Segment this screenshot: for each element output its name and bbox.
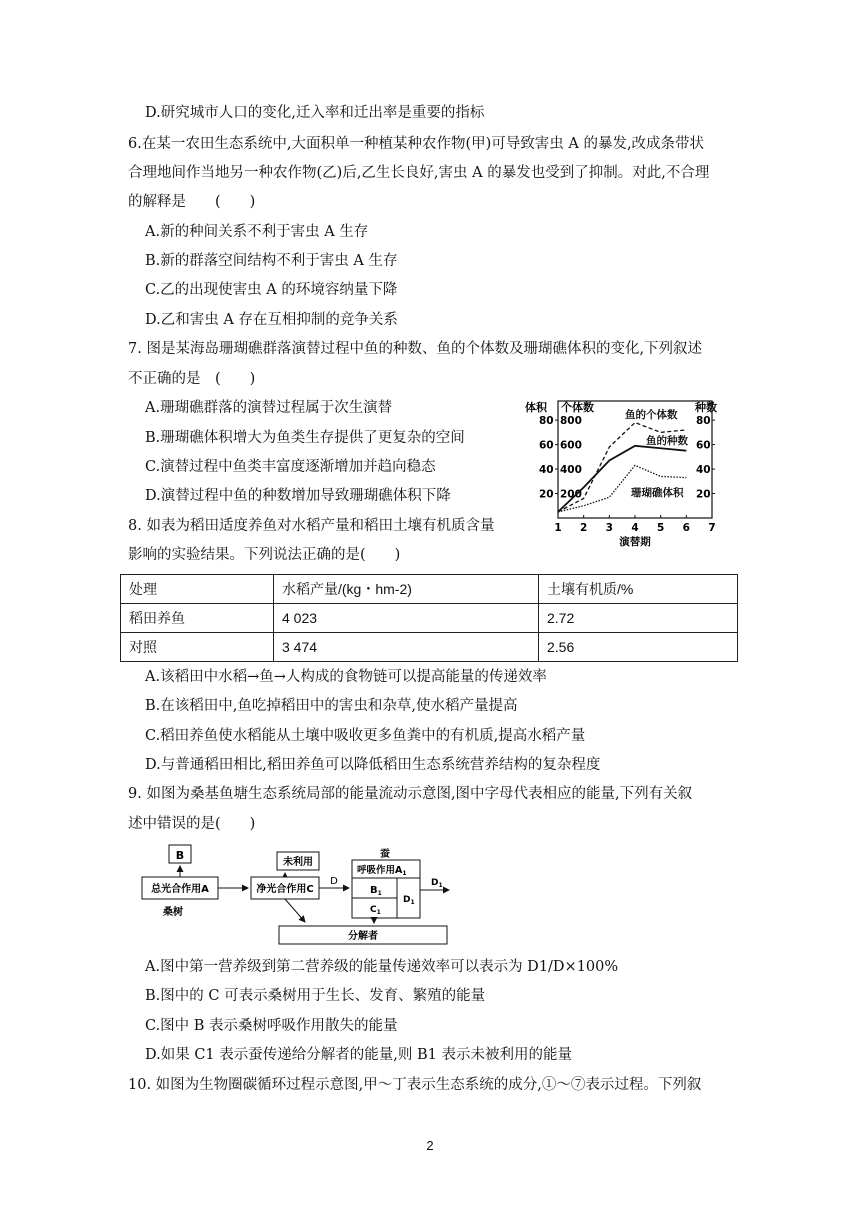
- y-tick-label-individuals: 200: [560, 488, 582, 501]
- q6-option-b: B.新的群落空间结构不利于害虫 A 生存: [145, 253, 398, 269]
- axis-title-volume: 体积: [525, 401, 547, 414]
- x-tick-label: 4: [631, 522, 639, 534]
- x-tick-label: 5: [657, 522, 665, 534]
- net-photosynthesis-label: 净光合作用C: [256, 884, 314, 895]
- q8-stem-line2: 影响的实验结果。下列说法正确的是( ): [128, 547, 401, 563]
- q9-option-a: A.图中第一营养级到第二营养级的能量传递效率可以表示为 D1/D×100%: [145, 959, 619, 975]
- q8-option-c: C.稻田养鱼使水稻能从土壤中吸收更多鱼粪中的有机质,提高水稻产量: [145, 728, 586, 744]
- q8-stem-line1: 8. 如表为稻田适度养鱼对水稻产量和稻田土壤有机质含量: [128, 518, 495, 534]
- series-label-0: 鱼的个体数: [625, 409, 678, 421]
- q6-option-c: C.乙的出现使害虫 A 的环境容纳量下降: [145, 282, 398, 298]
- x-tick-label: 6: [682, 522, 690, 534]
- y-tick-label-volume: 80: [539, 415, 554, 428]
- axis-title-individuals: 个体数: [561, 401, 594, 414]
- q9-option-c: C.图中 B 表示桑树呼吸作用散失的能量: [145, 1018, 398, 1034]
- q7-stem-line1: 7. 图是某海岛珊瑚礁群落演替过程中鱼的种数、鱼的个体数及珊瑚礁体积的变化,下列叙述: [128, 341, 703, 357]
- q7-option-a: A.珊瑚礁群落的演替过程属于次生演替: [145, 400, 393, 416]
- q6-stem-line3: 的解释是 ( ): [128, 194, 256, 210]
- box-b-label: B: [175, 849, 185, 862]
- q8-option-b: B.在该稻田中,鱼吃掉稻田中的害虫和杂草,使水稻产量提高: [145, 698, 518, 714]
- q7-option-b: B.珊瑚礁体积增大为鱼类生存提供了更复杂的空间: [145, 430, 465, 446]
- q10-stem-line1: 10. 如图为生物圈碳循环过程示意图,甲～丁表示生态系统的成分,①～⑦表示过程。下列叙: [128, 1077, 702, 1093]
- energy-flow-diagram: [135, 840, 455, 952]
- table-cell: 4 023: [274, 604, 539, 633]
- q7-option-d: D.演替过程中鱼的种数增加导致珊瑚礁体积下降: [145, 488, 451, 504]
- q9-option-d: D.如果 C1 表示蚕传递给分解者的能量,则 B1 表示未被利用的能量: [145, 1047, 572, 1063]
- series-label-1: 鱼的种数: [646, 435, 688, 447]
- table-cell: 对照: [121, 633, 274, 662]
- series-label-2: 珊瑚礁体积: [631, 487, 684, 499]
- table-row: [121, 633, 738, 662]
- q7-option-c: C.演替过程中鱼类丰富度逐渐增加并趋向稳态: [145, 459, 436, 475]
- table-header-cell: 处理: [121, 575, 274, 604]
- q6-option-a: A.新的种间关系不利于害虫 A 生存: [145, 224, 369, 240]
- q6-stem-line1: 6.在某一农田生态系统中,大面积单一种植某种农作物(甲)可导致害虫 A 的暴发,改成条带状: [128, 136, 705, 152]
- q6-option-d: D.乙和害虫 A 存在互相抑制的竞争关系: [145, 312, 398, 328]
- q6-stem-line2: 合理地间作当地另一种农作物(乙)后,乙生长良好,害虫 A 的暴发也受到了抑制。对此,不合理: [128, 165, 710, 181]
- mulberry-label: 桑树: [163, 907, 183, 918]
- y-tick-label-species: 60: [696, 439, 711, 452]
- b1-label: $B_1$: [370, 885, 382, 897]
- x-tick-label: 1: [554, 522, 562, 534]
- table-cell: 稻田养鱼: [121, 604, 274, 633]
- axis-title-species: 种数: [695, 401, 717, 414]
- x-axis-title: 演替期: [619, 536, 651, 548]
- y-tick-label-individuals: 800: [560, 415, 582, 428]
- total-photosynthesis-label: 总光合作用A: [151, 884, 209, 895]
- table-header-cell: 土壤有机质/%: [539, 575, 738, 604]
- table-header-cell: 水稻产量/(kg・hm-2): [274, 575, 539, 604]
- x-tick-label: 7: [708, 522, 716, 534]
- q7-stem-line2: 不正确的是 ( ): [128, 371, 256, 387]
- y-tick-label-volume: 20: [539, 488, 554, 501]
- d1-inner-label: $D_1$: [403, 895, 415, 906]
- x-tick-label: 3: [605, 522, 613, 534]
- q9-stem-line2: 述中错误的是( ): [128, 816, 256, 832]
- table-cell: 3 474: [274, 633, 539, 662]
- coral-reef-succession-chart: [525, 396, 725, 554]
- y-tick-label-species: 40: [696, 464, 711, 477]
- q8-option-a: A.该稻田中水稻→鱼→人构成的食物链可以提高能量的传递效率: [145, 669, 547, 685]
- q9-option-b: B.图中的 C 可表示桑树用于生长、发育、繁殖的能量: [145, 988, 486, 1004]
- table-row: [121, 604, 738, 633]
- d1-out-label: $D_1$: [431, 878, 443, 889]
- q8-data-table: [120, 574, 738, 662]
- y-tick-label-volume: 60: [539, 439, 554, 452]
- decomposer-label: 分解者: [348, 931, 378, 942]
- unused-label: 未利用: [283, 857, 313, 868]
- y-tick-label-individuals: 400: [560, 464, 582, 477]
- silkworm-label: 蚕: [380, 849, 390, 860]
- y-tick-label-species: 20: [696, 488, 711, 501]
- y-tick-label-species: 80: [696, 415, 711, 428]
- y-tick-label-individuals: 600: [560, 439, 582, 452]
- q8-option-d: D.与普通稻田相比,稻田养鱼可以降低稻田生态系统营养结构的复杂程度: [145, 757, 601, 773]
- q5-option-d: D.研究城市人口的变化,迁入率和迁出率是重要的指标: [145, 105, 485, 121]
- respiration-label: 呼吸作用$A_1$: [357, 865, 407, 877]
- c1-label: $C_1$: [370, 905, 381, 916]
- y-tick-label-volume: 40: [539, 464, 554, 477]
- x-tick-label: 2: [580, 522, 588, 534]
- d-label: D: [330, 876, 338, 887]
- table-cell: 2.56: [539, 633, 738, 662]
- table-header-row: [121, 575, 738, 604]
- table-cell: 2.72: [539, 604, 738, 633]
- page-number: 2: [426, 1138, 434, 1153]
- q9-stem-line1: 9. 如图为桑基鱼塘生态系统局部的能量流动示意图,图中字母代表相应的能量,下列有关叙: [128, 786, 693, 802]
